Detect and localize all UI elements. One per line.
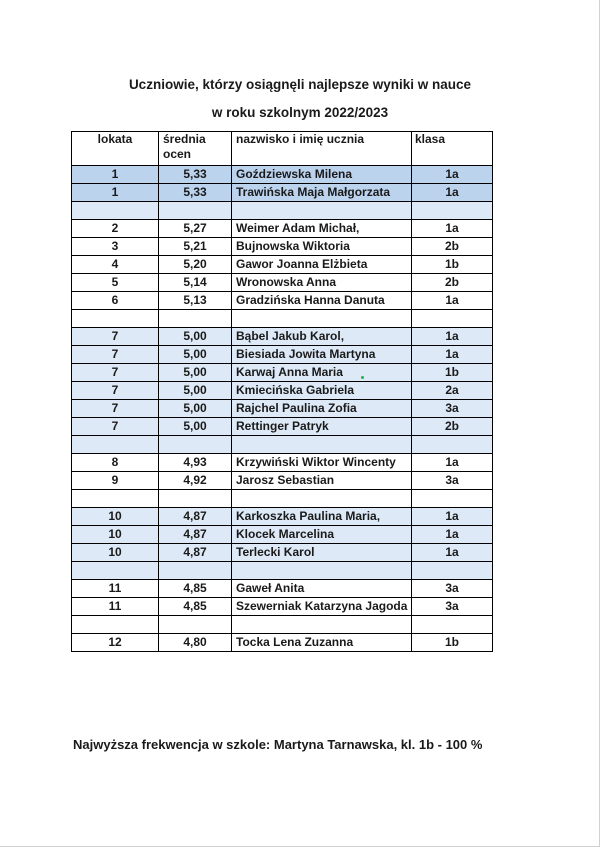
cell-srednia: 5,00 — [159, 400, 232, 418]
cell-srednia: 5,21 — [159, 238, 232, 256]
cell-klasa — [412, 616, 493, 634]
table-row — [72, 526, 493, 544]
cell-name: Bujnowska Wiktoria — [232, 238, 412, 256]
cell-klasa: 1a — [412, 166, 493, 184]
cell-srednia: 4,93 — [159, 454, 232, 472]
cell-klasa: 1b — [412, 364, 493, 382]
cell-srednia: 4,87 — [159, 526, 232, 544]
table-row — [72, 364, 493, 382]
table-row — [72, 166, 493, 184]
cell-lokata: 8 — [72, 454, 159, 472]
cell-klasa — [412, 490, 493, 508]
table-row — [72, 292, 493, 310]
cell-lokata: 4 — [72, 256, 159, 274]
attendance-note: Najwyższa frekwencja w szkole: Martyna Tarnawska, kl. 1b - 100 % — [73, 737, 483, 752]
cell-name: Szewerniak Katarzyna Jagoda — [232, 598, 412, 616]
cell-lokata: 7 — [72, 382, 159, 400]
header-name: nazwisko i imię ucznia — [232, 132, 412, 166]
cell-klasa: 3a — [412, 598, 493, 616]
cell-klasa: 2b — [412, 418, 493, 436]
results-table — [71, 131, 493, 652]
cell-name: Biesiada Jowita Martyna — [232, 346, 412, 364]
cell-name — [232, 490, 412, 508]
cell-name — [232, 436, 412, 454]
table-body — [72, 166, 493, 652]
cell-srednia: 5,27 — [159, 220, 232, 238]
cell-srednia: 5,20 — [159, 256, 232, 274]
cell-srednia — [159, 490, 232, 508]
header-lokata: lokata — [72, 132, 159, 166]
cell-klasa — [412, 562, 493, 580]
table-row — [72, 220, 493, 238]
cell-name: Rajchel Paulina Zofia — [232, 400, 412, 418]
table-row — [72, 616, 493, 634]
cell-srednia: 4,85 — [159, 598, 232, 616]
cell-srednia — [159, 562, 232, 580]
cell-name: Jarosz Sebastian — [232, 472, 412, 490]
cell-klasa: 1a — [412, 292, 493, 310]
cell-lokata: 1 — [72, 166, 159, 184]
cell-lokata: 7 — [72, 328, 159, 346]
cell-srednia — [159, 202, 232, 220]
cell-srednia — [159, 616, 232, 634]
table-row — [72, 274, 493, 292]
cell-lokata: 11 — [72, 580, 159, 598]
cell-klasa: 1b — [412, 256, 493, 274]
cell-srednia: 4,92 — [159, 472, 232, 490]
cell-srednia: 5,14 — [159, 274, 232, 292]
table-row — [72, 382, 493, 400]
cell-lokata: 9 — [72, 472, 159, 490]
table-row — [72, 238, 493, 256]
cell-klasa: 2b — [412, 274, 493, 292]
table-row — [72, 580, 493, 598]
cell-lokata: 3 — [72, 238, 159, 256]
cell-lokata: 5 — [72, 274, 159, 292]
cell-name — [232, 202, 412, 220]
cell-lokata: 7 — [72, 400, 159, 418]
cell-name: Karwaj Anna Maria — [232, 364, 412, 382]
table-row — [72, 400, 493, 418]
cell-lokata: 7 — [72, 346, 159, 364]
cell-srednia: 5,13 — [159, 292, 232, 310]
table-row — [72, 562, 493, 580]
cell-klasa: 3a — [412, 472, 493, 490]
cell-srednia: 5,00 — [159, 346, 232, 364]
table-row — [72, 418, 493, 436]
cell-srednia: 5,00 — [159, 418, 232, 436]
cell-srednia: 5,00 — [159, 328, 232, 346]
header-srednia-line1: średnia — [163, 132, 206, 146]
cell-srednia: 5,33 — [159, 184, 232, 202]
cell-srednia — [159, 310, 232, 328]
cell-klasa: 1b — [412, 634, 493, 652]
cell-lokata: 1 — [72, 184, 159, 202]
cell-klasa: 2a — [412, 382, 493, 400]
cell-lokata: 7 — [72, 418, 159, 436]
header-srednia — [159, 132, 232, 166]
table-row — [72, 544, 493, 562]
cell-lokata — [72, 310, 159, 328]
cell-name: Gaweł Anita — [232, 580, 412, 598]
cell-klasa: 1a — [412, 220, 493, 238]
cell-lokata: 10 — [72, 526, 159, 544]
cell-name: Goździewska Milena — [232, 166, 412, 184]
cell-name: Weimer Adam Michał, — [232, 220, 412, 238]
table-row — [72, 346, 493, 364]
table-row — [72, 598, 493, 616]
cell-lokata — [72, 562, 159, 580]
cell-name: Karkoszka Paulina Maria, — [232, 508, 412, 526]
cell-name: Gradzińska Hanna Danuta — [232, 292, 412, 310]
cell-lokata: 11 — [72, 598, 159, 616]
cell-lokata — [72, 436, 159, 454]
cell-lokata — [72, 490, 159, 508]
cell-lokata: 6 — [72, 292, 159, 310]
cell-lokata: 2 — [72, 220, 159, 238]
table-row — [72, 184, 493, 202]
cell-lokata: 7 — [72, 364, 159, 382]
title-line-2: w roku szkolnym 2022/2023 — [211, 105, 389, 120]
cell-name: Trawińska Maja Małgorzata — [232, 184, 412, 202]
cell-srednia: 4,85 — [159, 580, 232, 598]
cell-klasa: 1a — [412, 526, 493, 544]
table-row — [72, 508, 493, 526]
cell-klasa: 1a — [412, 346, 493, 364]
cell-srednia — [159, 436, 232, 454]
cell-name — [232, 562, 412, 580]
green-dot-mark — [361, 376, 364, 379]
cell-srednia: 5,33 — [159, 166, 232, 184]
cell-klasa — [412, 202, 493, 220]
cell-name: Klocek Marcelina — [232, 526, 412, 544]
table-row — [72, 310, 493, 328]
cell-name: Rettinger Patryk — [232, 418, 412, 436]
cell-srednia: 4,80 — [159, 634, 232, 652]
table-row — [72, 256, 493, 274]
cell-lokata — [72, 202, 159, 220]
cell-name: Wronowska Anna — [232, 274, 412, 292]
table-row — [72, 634, 493, 652]
header-klasa: klasa — [412, 132, 493, 166]
cell-name: Tocka Lena Zuzanna — [232, 634, 412, 652]
cell-name: Terlecki Karol — [232, 544, 412, 562]
table-row — [72, 472, 493, 490]
cell-klasa: 1a — [412, 328, 493, 346]
cell-name — [232, 310, 412, 328]
cell-klasa: 1a — [412, 508, 493, 526]
cell-klasa: 1a — [412, 184, 493, 202]
header-srednia-line2: ocen — [163, 147, 192, 161]
cell-klasa: 3a — [412, 580, 493, 598]
cell-klasa — [412, 310, 493, 328]
table-row — [72, 202, 493, 220]
table-row — [72, 436, 493, 454]
cell-srednia: 5,00 — [159, 382, 232, 400]
cell-srednia: 4,87 — [159, 544, 232, 562]
table-row — [72, 328, 493, 346]
cell-srednia: 4,87 — [159, 508, 232, 526]
cell-klasa: 1a — [412, 544, 493, 562]
table-row — [72, 490, 493, 508]
cell-name: Krzywiński Wiktor Wincenty — [232, 454, 412, 472]
cell-lokata: 10 — [72, 544, 159, 562]
cell-klasa: 3a — [412, 400, 493, 418]
cell-lokata: 10 — [72, 508, 159, 526]
table-row — [72, 454, 493, 472]
cell-lokata: 12 — [72, 634, 159, 652]
cell-srednia: 5,00 — [159, 364, 232, 382]
cell-lokata — [72, 616, 159, 634]
table-header-row — [72, 132, 493, 166]
title-line-1: Uczniowie, którzy osiągnęli najlepsze wyniki w nauce — [128, 77, 472, 92]
cell-klasa — [412, 436, 493, 454]
cell-name: Bąbel Jakub Karol, — [232, 328, 412, 346]
cell-klasa: 2b — [412, 238, 493, 256]
cell-klasa: 1a — [412, 454, 493, 472]
cell-name: Gawor Joanna Elżbieta — [232, 256, 412, 274]
cell-name — [232, 616, 412, 634]
cell-name: Kmiecińska Gabriela — [232, 382, 412, 400]
